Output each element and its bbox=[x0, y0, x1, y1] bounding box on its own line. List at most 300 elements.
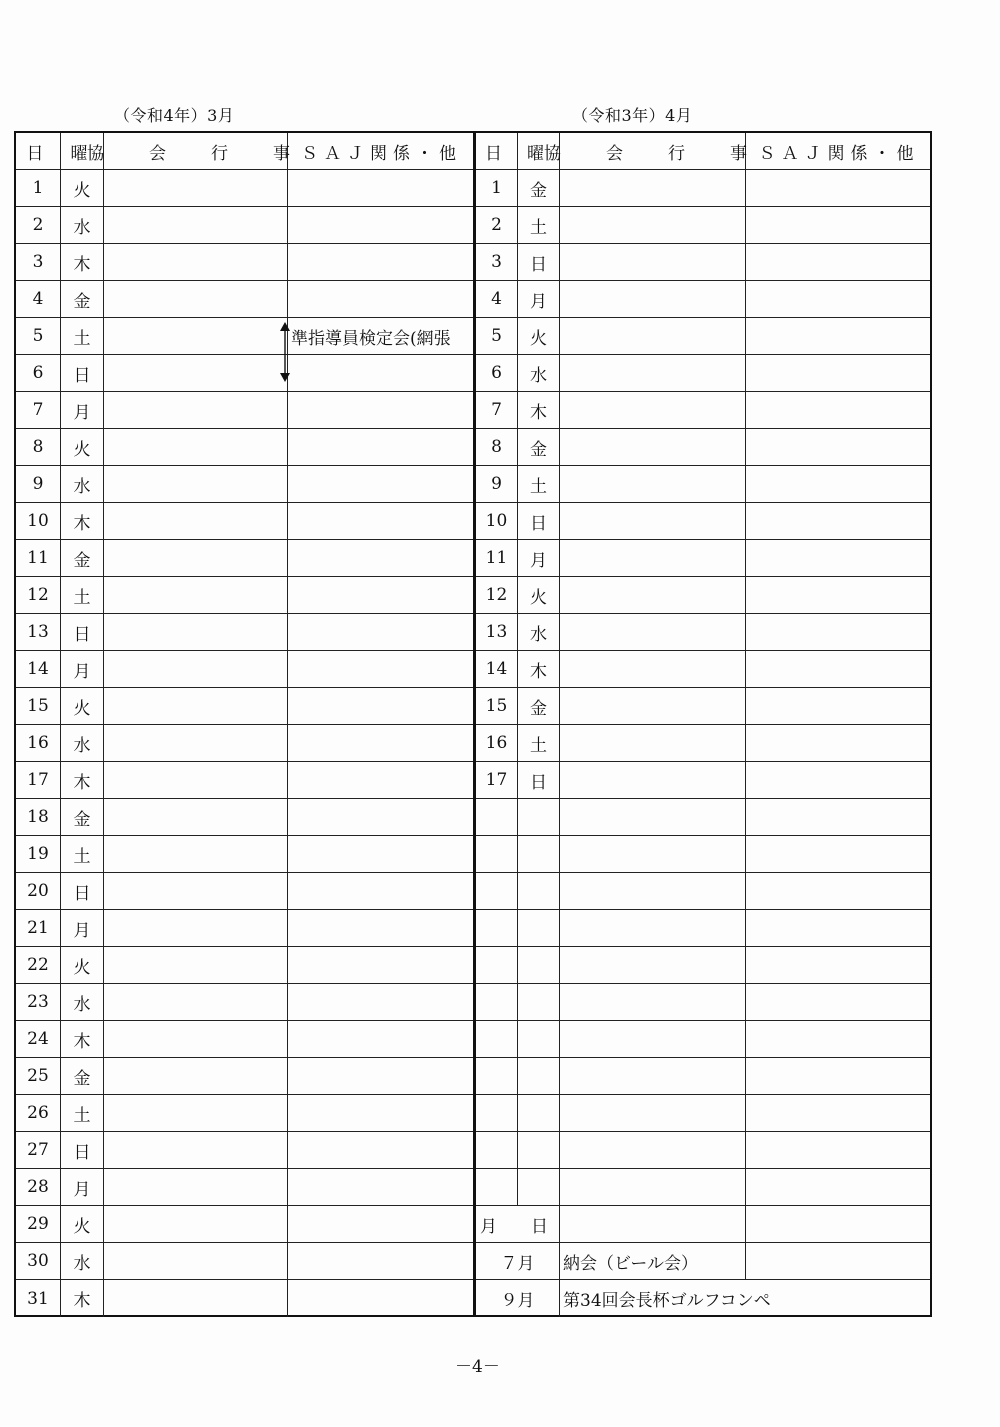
day-cell: 20 bbox=[16, 873, 61, 909]
saj-event-cell bbox=[288, 429, 475, 465]
day-cell: 28 bbox=[16, 1169, 61, 1205]
saj-event-cell: 準指導員検定会(網張 bbox=[291, 328, 451, 349]
association-event-cell bbox=[560, 1058, 746, 1094]
association-event-cell bbox=[560, 873, 746, 909]
association-event-cell bbox=[560, 984, 746, 1020]
table-row bbox=[476, 540, 930, 577]
saj-event-cell bbox=[746, 836, 932, 872]
table-row bbox=[476, 392, 930, 429]
table-row bbox=[476, 466, 930, 503]
association-event-cell bbox=[560, 244, 746, 280]
weekday-cell: 木 bbox=[518, 651, 560, 687]
weekday-cell: 水 bbox=[61, 725, 104, 761]
schedule-header-row bbox=[476, 1206, 930, 1243]
association-event-cell bbox=[560, 725, 746, 761]
association-event-cell bbox=[560, 836, 746, 872]
association-event-cell bbox=[560, 355, 746, 391]
table-row bbox=[476, 984, 930, 1021]
saj-event-cell bbox=[288, 873, 475, 909]
saj-event-cell bbox=[288, 725, 475, 761]
table-row bbox=[16, 281, 473, 318]
weekday-cell bbox=[518, 910, 560, 946]
schedule-row bbox=[476, 1243, 930, 1280]
day-cell: 1 bbox=[16, 170, 61, 206]
weekday-cell: 水 bbox=[518, 355, 560, 391]
weekday-cell: 金 bbox=[61, 799, 104, 835]
saj-event-cell bbox=[288, 466, 475, 502]
day-cell: 13 bbox=[476, 614, 518, 650]
day-cell: 14 bbox=[16, 651, 61, 687]
table-row bbox=[476, 651, 930, 688]
weekday-cell: 土 bbox=[518, 725, 560, 761]
association-event-cell bbox=[104, 466, 288, 502]
table-row bbox=[16, 1280, 473, 1317]
table-row bbox=[476, 725, 930, 762]
association-event-cell bbox=[560, 503, 746, 539]
association-event-cell bbox=[104, 244, 288, 280]
saj-event-cell bbox=[746, 170, 932, 206]
association-event-cell bbox=[560, 762, 746, 798]
saj-event-cell bbox=[288, 281, 475, 317]
weekday-cell bbox=[518, 1095, 560, 1131]
association-event-cell bbox=[104, 318, 288, 354]
day-header: 日 bbox=[16, 133, 61, 169]
saj-event-cell bbox=[746, 1095, 932, 1131]
calendar-sheet bbox=[14, 131, 932, 1317]
association-event-cell bbox=[104, 1132, 288, 1168]
saj-event-cell bbox=[746, 392, 932, 428]
date-range-arrow-icon bbox=[278, 322, 292, 382]
weekday-cell: 火 bbox=[518, 318, 560, 354]
table-row bbox=[476, 355, 930, 392]
association-event-cell bbox=[560, 466, 746, 502]
weekday-cell: 水 bbox=[61, 984, 104, 1020]
schedule-event-cell: 第34回会長杯ゴルフコンペ bbox=[563, 1291, 771, 1311]
saj-event-cell bbox=[288, 762, 475, 798]
association-event-cell bbox=[104, 688, 288, 724]
saj-event-cell bbox=[288, 836, 475, 872]
schedule-month-cell: ７月 bbox=[476, 1243, 560, 1279]
saj-event-cell bbox=[746, 1058, 932, 1094]
saj-event-cell bbox=[746, 799, 932, 835]
table-row bbox=[476, 503, 930, 540]
table-row bbox=[16, 392, 473, 429]
weekday-cell bbox=[518, 1021, 560, 1057]
march-calendar-table bbox=[14, 131, 475, 1317]
saj-event-cell bbox=[746, 910, 932, 946]
page-number: －4－ bbox=[455, 1357, 500, 1377]
day-cell: 23 bbox=[16, 984, 61, 1020]
day-cell: 10 bbox=[476, 503, 518, 539]
table-row bbox=[16, 651, 473, 688]
association-event-cell bbox=[560, 577, 746, 613]
weekday-cell: 水 bbox=[518, 614, 560, 650]
table-row bbox=[476, 910, 930, 947]
day-cell: 4 bbox=[16, 281, 61, 317]
day-cell: 18 bbox=[16, 799, 61, 835]
association-event-cell bbox=[104, 947, 288, 983]
day-cell: 17 bbox=[16, 762, 61, 798]
day-cell: 10 bbox=[16, 503, 61, 539]
day-cell: 22 bbox=[16, 947, 61, 983]
saj-related-header: ＳＡＪ関係・他 bbox=[301, 143, 462, 164]
table-row bbox=[16, 1058, 473, 1095]
schedule-event-cell: 納会（ビール会） bbox=[560, 1243, 746, 1279]
day-cell: 1 bbox=[476, 170, 518, 206]
weekday-cell bbox=[518, 1058, 560, 1094]
association-event-cell bbox=[560, 170, 746, 206]
schedule-month-cell: ９月 bbox=[476, 1280, 560, 1317]
saj-event-cell bbox=[746, 207, 932, 243]
saj-event-cell bbox=[746, 1169, 932, 1205]
association-event-cell bbox=[560, 1021, 746, 1057]
table-row bbox=[16, 947, 473, 984]
weekday-cell: 水 bbox=[61, 207, 104, 243]
weekday-cell: 月 bbox=[518, 540, 560, 576]
saj-event-cell bbox=[746, 873, 932, 909]
weekday-cell: 日 bbox=[518, 762, 560, 798]
association-event-cell bbox=[104, 429, 288, 465]
association-event-cell bbox=[104, 1058, 288, 1094]
association-event-cell bbox=[104, 1169, 288, 1205]
day-cell: 2 bbox=[16, 207, 61, 243]
saj-event-cell bbox=[288, 688, 475, 724]
table-row bbox=[16, 429, 473, 466]
table-row bbox=[16, 1095, 473, 1132]
weekday-cell: 金 bbox=[61, 281, 104, 317]
weekday-cell bbox=[518, 984, 560, 1020]
association-event-cell bbox=[104, 392, 288, 428]
saj-event-cell bbox=[746, 281, 932, 317]
saj-event-cell bbox=[288, 1169, 475, 1205]
day-cell bbox=[476, 947, 518, 983]
association-event-cell bbox=[104, 799, 288, 835]
weekday-cell: 日 bbox=[61, 1132, 104, 1168]
saj-event-cell bbox=[746, 651, 932, 687]
association-event-cell bbox=[560, 281, 746, 317]
table-row bbox=[16, 799, 473, 836]
saj-event-cell bbox=[746, 540, 932, 576]
day-cell: 3 bbox=[476, 244, 518, 280]
saj-event-cell bbox=[288, 1280, 475, 1317]
association-event-cell bbox=[104, 984, 288, 1020]
table-row bbox=[16, 836, 473, 873]
table-row bbox=[476, 947, 930, 984]
saj-event-cell bbox=[288, 244, 475, 280]
weekday-cell: 木 bbox=[518, 392, 560, 428]
weekday-cell: 木 bbox=[61, 1021, 104, 1057]
saj-event-cell bbox=[746, 577, 932, 613]
weekday-cell: 月 bbox=[61, 651, 104, 687]
association-events-header: 協 会 行 事 bbox=[104, 133, 288, 169]
table-row bbox=[476, 429, 930, 466]
association-event-cell bbox=[104, 873, 288, 909]
association-event-cell bbox=[560, 429, 746, 465]
schedule-row bbox=[476, 1280, 930, 1317]
table-row bbox=[476, 614, 930, 651]
saj-event-cell bbox=[288, 392, 475, 428]
weekday-cell: 日 bbox=[61, 873, 104, 909]
day-cell bbox=[476, 984, 518, 1020]
weekday-cell: 水 bbox=[61, 466, 104, 502]
day-cell: 8 bbox=[16, 429, 61, 465]
association-event-cell bbox=[560, 799, 746, 835]
association-event-cell bbox=[560, 540, 746, 576]
table-row bbox=[476, 1095, 930, 1132]
table-row bbox=[16, 244, 473, 281]
association-event-cell bbox=[104, 170, 288, 206]
saj-event-cell bbox=[288, 1243, 475, 1279]
saj-event-cell bbox=[288, 614, 475, 650]
table-row bbox=[476, 799, 930, 836]
day-cell bbox=[476, 873, 518, 909]
day-cell: 9 bbox=[476, 466, 518, 502]
association-event-cell bbox=[104, 1206, 288, 1242]
association-event-cell bbox=[104, 1280, 288, 1317]
association-event-cell bbox=[104, 910, 288, 946]
day-header: 日 bbox=[476, 133, 518, 169]
day-cell: 31 bbox=[16, 1280, 61, 1317]
table-row bbox=[476, 1132, 930, 1169]
saj-event-cell bbox=[746, 1132, 932, 1168]
day-cell: 3 bbox=[16, 244, 61, 280]
table-header-row bbox=[476, 133, 930, 170]
day-cell: 15 bbox=[16, 688, 61, 724]
weekday-cell: 月 bbox=[61, 1169, 104, 1205]
table-row bbox=[16, 170, 473, 207]
table-row bbox=[16, 1169, 473, 1206]
weekday-cell: 木 bbox=[61, 503, 104, 539]
saj-event-cell bbox=[288, 947, 475, 983]
association-event-cell bbox=[560, 910, 746, 946]
saj-event-cell bbox=[746, 244, 932, 280]
weekday-header: 曜 bbox=[61, 133, 104, 169]
day-label: 日 bbox=[531, 1216, 548, 1237]
association-event-cell bbox=[104, 1095, 288, 1131]
association-event-cell bbox=[104, 614, 288, 650]
weekday-cell: 土 bbox=[518, 207, 560, 243]
day-cell: 26 bbox=[16, 1095, 61, 1131]
saj-event-cell bbox=[746, 1021, 932, 1057]
weekday-cell bbox=[518, 873, 560, 909]
table-row bbox=[16, 540, 473, 577]
association-event-cell bbox=[560, 688, 746, 724]
saj-event-cell bbox=[746, 614, 932, 650]
weekday-cell: 火 bbox=[61, 1206, 104, 1242]
day-cell: 29 bbox=[16, 1206, 61, 1242]
weekday-cell: 月 bbox=[61, 392, 104, 428]
table-row bbox=[476, 318, 930, 355]
saj-event-cell bbox=[288, 355, 475, 391]
day-cell: 21 bbox=[16, 910, 61, 946]
association-event-cell bbox=[560, 1095, 746, 1131]
table-row bbox=[476, 762, 930, 799]
weekday-cell bbox=[518, 1169, 560, 1205]
weekday-cell: 火 bbox=[61, 947, 104, 983]
saj-event-cell bbox=[288, 1021, 475, 1057]
weekday-cell: 金 bbox=[61, 1058, 104, 1094]
month-label: 月 bbox=[480, 1216, 497, 1237]
saj-event-cell bbox=[288, 1206, 475, 1242]
association-event-cell bbox=[104, 762, 288, 798]
table-row bbox=[16, 688, 473, 725]
day-cell bbox=[476, 1169, 518, 1205]
day-cell: 19 bbox=[16, 836, 61, 872]
table-row bbox=[476, 1021, 930, 1058]
saj-event-cell bbox=[288, 1058, 475, 1094]
day-cell: 11 bbox=[476, 540, 518, 576]
day-cell bbox=[476, 1021, 518, 1057]
day-cell: 15 bbox=[476, 688, 518, 724]
day-cell bbox=[476, 910, 518, 946]
saj-event-cell bbox=[746, 429, 932, 465]
saj-event-cell bbox=[746, 355, 932, 391]
saj-event-cell bbox=[746, 725, 932, 761]
table-row bbox=[476, 577, 930, 614]
weekday-cell: 土 bbox=[518, 466, 560, 502]
table-row bbox=[16, 318, 473, 355]
weekday-cell bbox=[518, 1132, 560, 1168]
saj-event-cell bbox=[746, 762, 932, 798]
association-event-cell bbox=[560, 207, 746, 243]
saj-event-cell bbox=[288, 207, 475, 243]
day-cell: 27 bbox=[16, 1132, 61, 1168]
table-row bbox=[16, 1243, 473, 1280]
table-row bbox=[476, 244, 930, 281]
association-event-cell bbox=[104, 1021, 288, 1057]
weekday-cell: 月 bbox=[518, 281, 560, 317]
schedule-saj-cell bbox=[746, 1243, 932, 1279]
saj-event-cell bbox=[746, 466, 932, 502]
april-calendar-table bbox=[473, 131, 932, 1317]
table-row bbox=[476, 1058, 930, 1095]
schedule-event-cell bbox=[560, 1206, 746, 1242]
table-header-row bbox=[16, 133, 473, 170]
association-event-cell bbox=[104, 355, 288, 391]
table-row bbox=[16, 614, 473, 651]
weekday-cell bbox=[518, 799, 560, 835]
table-row bbox=[476, 688, 930, 725]
saj-related-header: ＳＡＪ関係・他 bbox=[758, 143, 920, 164]
table-row bbox=[476, 170, 930, 207]
saj-event-cell bbox=[288, 910, 475, 946]
day-cell: 16 bbox=[16, 725, 61, 761]
association-event-cell bbox=[104, 540, 288, 576]
day-cell bbox=[476, 836, 518, 872]
day-cell: 7 bbox=[16, 392, 61, 428]
day-cell: 4 bbox=[476, 281, 518, 317]
day-cell: 8 bbox=[476, 429, 518, 465]
day-cell: 30 bbox=[16, 1243, 61, 1279]
day-cell: 12 bbox=[16, 577, 61, 613]
weekday-cell: 火 bbox=[61, 170, 104, 206]
association-event-cell bbox=[104, 207, 288, 243]
table-row bbox=[476, 836, 930, 873]
table-row bbox=[16, 1132, 473, 1169]
weekday-cell bbox=[518, 836, 560, 872]
day-cell: 2 bbox=[476, 207, 518, 243]
table-row bbox=[16, 466, 473, 503]
association-event-cell bbox=[560, 947, 746, 983]
table-row bbox=[16, 1206, 473, 1243]
saj-event-cell bbox=[288, 651, 475, 687]
weekday-cell: 日 bbox=[61, 355, 104, 391]
table-row bbox=[476, 281, 930, 318]
day-cell: 5 bbox=[16, 318, 61, 354]
weekday-cell: 金 bbox=[61, 540, 104, 576]
association-event-cell bbox=[560, 1132, 746, 1168]
table-row bbox=[16, 984, 473, 1021]
day-cell: 5 bbox=[476, 318, 518, 354]
association-event-cell bbox=[104, 836, 288, 872]
right-month-caption: （令和3年）4月 bbox=[572, 106, 693, 125]
weekday-cell: 金 bbox=[518, 688, 560, 724]
association-event-cell bbox=[560, 651, 746, 687]
weekday-cell: 土 bbox=[61, 1095, 104, 1131]
saj-event-cell bbox=[746, 688, 932, 724]
table-row bbox=[16, 910, 473, 947]
weekday-cell: 水 bbox=[61, 1243, 104, 1279]
day-cell: 16 bbox=[476, 725, 518, 761]
table-row bbox=[16, 762, 473, 799]
weekday-cell: 日 bbox=[518, 503, 560, 539]
saj-event-cell bbox=[746, 318, 932, 354]
association-event-cell bbox=[104, 577, 288, 613]
weekday-cell: 土 bbox=[61, 318, 104, 354]
weekday-cell: 日 bbox=[61, 614, 104, 650]
association-event-cell bbox=[104, 725, 288, 761]
table-row bbox=[16, 503, 473, 540]
saj-event-cell bbox=[288, 1095, 475, 1131]
weekday-cell: 月 bbox=[61, 910, 104, 946]
day-cell bbox=[476, 799, 518, 835]
association-event-cell bbox=[560, 614, 746, 650]
saj-event-cell bbox=[288, 170, 475, 206]
saj-event-cell bbox=[288, 1132, 475, 1168]
schedule-saj-cell bbox=[746, 1206, 932, 1242]
table-row bbox=[476, 207, 930, 244]
association-event-cell bbox=[104, 1243, 288, 1279]
weekday-cell: 火 bbox=[61, 688, 104, 724]
day-cell bbox=[476, 1095, 518, 1131]
table-row bbox=[476, 873, 930, 910]
association-event-cell bbox=[560, 392, 746, 428]
weekday-cell: 火 bbox=[61, 429, 104, 465]
day-cell: 25 bbox=[16, 1058, 61, 1094]
association-event-cell bbox=[560, 318, 746, 354]
day-cell: 11 bbox=[16, 540, 61, 576]
day-cell: 24 bbox=[16, 1021, 61, 1057]
saj-event-cell bbox=[746, 503, 932, 539]
day-cell: 7 bbox=[476, 392, 518, 428]
weekday-cell bbox=[518, 947, 560, 983]
table-row bbox=[16, 1021, 473, 1058]
weekday-cell: 木 bbox=[61, 762, 104, 798]
table-row bbox=[16, 873, 473, 910]
schedule-month-day-header bbox=[476, 1206, 560, 1242]
day-cell: 14 bbox=[476, 651, 518, 687]
weekday-cell: 土 bbox=[61, 577, 104, 613]
day-cell: 17 bbox=[476, 762, 518, 798]
day-cell: 6 bbox=[476, 355, 518, 391]
weekday-cell: 木 bbox=[61, 244, 104, 280]
saj-event-cell bbox=[746, 947, 932, 983]
table-row bbox=[16, 207, 473, 244]
table-row bbox=[16, 355, 473, 392]
saj-event-cell bbox=[288, 503, 475, 539]
table-row bbox=[476, 1169, 930, 1206]
day-cell: 9 bbox=[16, 466, 61, 502]
